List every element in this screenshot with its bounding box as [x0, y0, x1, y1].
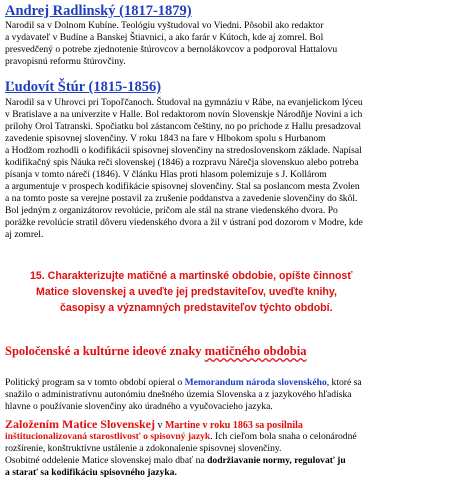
stur-line: písanja v tomto nárečí (1846). V článku Hlas proti hlasom polemizuje s J. Kollárom	[5, 169, 327, 180]
stur-line: porážke revolúcie stratil dôveru viedenského dvora a žil v ústraní pod dozorom v Modre, kde	[5, 217, 363, 228]
stur-line: v Bratislave a na univerzite v Halle. Bol redaktorom novín Slovenskje Národňje Novini a ich	[5, 109, 363, 120]
question-line: časopisy a významných predstaviteľov týchto období.	[60, 302, 333, 314]
matica-lead: Založením Matice Slovenskej	[5, 417, 155, 431]
stur-line: aj zomrel.	[5, 229, 44, 240]
paragraph-line: snažilo o administratívnu autonómiu dnešného územia Slovenska a z jazykového hľadiska	[5, 389, 352, 400]
radlinsky-line: presvedčený o potrebe zjednotenie štúrovcov a bernolákovcov a podporoval Hattalovu	[5, 44, 338, 55]
section-heading-prefix: Spoločenské a kultúrne ideové znaky	[5, 344, 205, 358]
paragraph-line: rozšírenie, konštruktívne ustálenie a zdokonalenie spisovnej slovenčiny.	[5, 443, 282, 454]
radlinsky-line: pravopisnú reformu štúrovčiny.	[5, 56, 126, 67]
text-run: Politický program sa v tomto období opieral o	[5, 377, 185, 388]
paragraph-line	[5, 431, 357, 443]
stur-line: a argumentuje v prospech kodifikácie spisovnej slovenčiny. Stal sa poslancom mesta Zvolen	[5, 181, 360, 192]
stur-line: prílohy Orol Tatranski. Spočiatku bol zástancom češtiny, no po príchode z Hallu presadzoval	[5, 121, 362, 132]
section-heading	[5, 344, 306, 359]
radlinsky-heading: Andrej Radlinský (1817-1879)	[5, 3, 192, 19]
stur-line: Narodil sa v Uhrovci pri Topoľčanoch. Študoval na gymnáziu v Rábe, na evanjelickom lýceu	[5, 97, 363, 108]
paragraph-line: a starať sa kodifikáciu spisovného jazyka.	[5, 467, 177, 478]
stur-line: kodifikačný spis Náuka reči slovenskej (1846) a rozpravu Nárečja slovenskuo alebo potreba	[5, 157, 359, 168]
paragraph-line	[5, 455, 346, 467]
matica-lead-rest: Martine v roku 1863 sa posilnila	[164, 420, 303, 431]
stur-line: a na tomto poste sa verejne postavil za zrušenie poddanstva a zavedenie slovenčiny do škôl.	[5, 193, 358, 204]
bold-run: dodržiavanie normy, regulovať ju	[207, 455, 346, 466]
radlinsky-line: Narodil sa v Dolnom Kubíne. Teológiu vyštudoval vo Viedni. Pôsobil ako redaktor	[5, 20, 324, 31]
matica-lead-line	[5, 417, 303, 432]
stur-line: Bol jedným z organizátorov revolúcie, pričom ale stál na strane viedenského dvora. Po	[5, 205, 338, 216]
memorandum-link-text: Memorandum národa slovenského	[184, 377, 327, 388]
radlinsky-line: a vydavateľ v Budíne a Banskej Štiavnici, a ako farár v Kútoch, kde aj zomrel. Bol	[5, 32, 324, 43]
stur-line: a Hodžom rozhodli o kodifikácii spisovnej slovenčiny na stredoslovenskom základe. Napísal	[5, 145, 362, 156]
highlight-run: inštitucionalizovaná starostlivosť o spisovný jazyk	[5, 431, 211, 442]
question-line: 15. Charakterizujte matičné a martinské obdobie, opíšte činnosť	[30, 270, 353, 282]
text-run: v	[154, 420, 165, 431]
text-run: Osobitné oddelenie Matice slovenskej malo dbať na	[5, 455, 208, 466]
paragraph-line	[5, 377, 362, 389]
paragraph-line: hlavne o používanie slovenčiny ako úradného a vyučovacieho jazyka.	[5, 401, 273, 412]
section-heading-misspelled: matičného obdobia	[204, 344, 307, 358]
stur-heading: Ľudovít Štúr (1815-1856)	[5, 79, 162, 95]
text-run: , ktoré sa	[326, 377, 362, 388]
question-line: Matice slovenskej a uveďte jej predstaviteľov, uveďte knihy,	[36, 286, 337, 298]
stur-line: zavedenie spisovnej slovenčiny. V roku 1843 na fare v Hlbokom spolu s Hurbanom	[5, 133, 326, 144]
text-run: . Ich cieľom bola snaha o celonárodné	[210, 431, 357, 442]
